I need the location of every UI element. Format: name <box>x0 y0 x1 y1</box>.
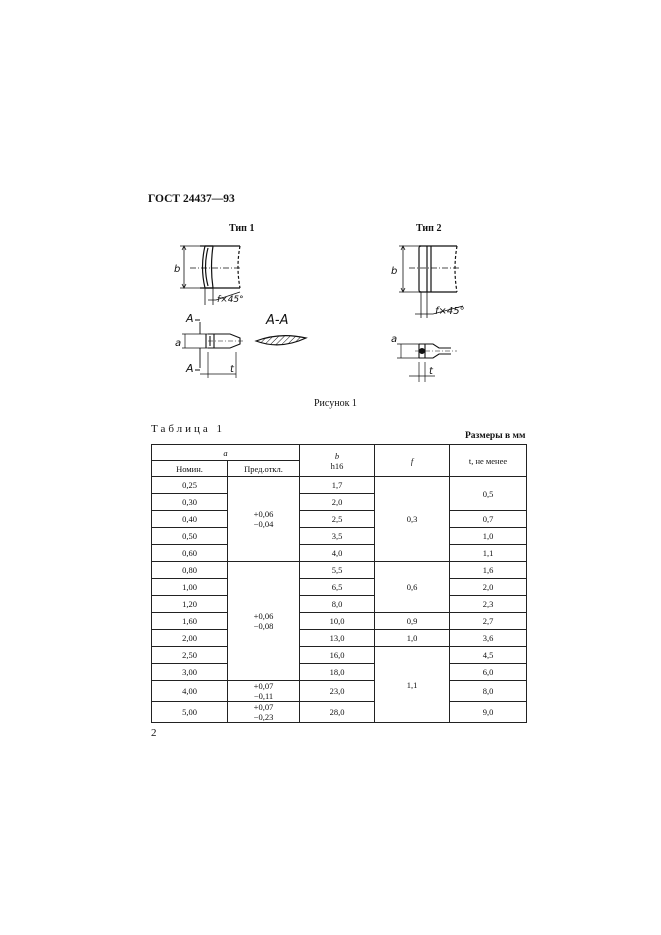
cell-t: 2,7 <box>450 613 527 630</box>
tolerance-lower: −0,11 <box>253 691 274 701</box>
tolerance-upper: +0,07 <box>253 681 274 691</box>
cell-b: 3,5 <box>300 528 375 545</box>
cell-b: 28,0 <box>300 702 375 723</box>
tolerance-upper: +0,06 <box>253 611 274 621</box>
cell-tolerance <box>228 702 300 723</box>
cell-f: 0,3 <box>375 477 450 562</box>
cell-a: 0,30 <box>152 494 228 511</box>
page-number: 2 <box>151 727 157 739</box>
type2-title: Тип 2 <box>416 223 442 234</box>
type2-f-label: f×45° <box>435 306 465 317</box>
cell-b: 1,7 <box>300 477 375 494</box>
type1-a-label: a <box>175 338 182 349</box>
cell-t: 2,0 <box>450 579 527 596</box>
cell-a: 1,60 <box>152 613 228 630</box>
units-note: Размеры в мм <box>465 431 526 441</box>
cell-b: 13,0 <box>300 630 375 647</box>
cell-t: 3,6 <box>450 630 527 647</box>
type1-side-view-drawing <box>170 308 250 380</box>
cell-b: 5,5 <box>300 562 375 579</box>
type1-section-mark-top: A <box>186 312 194 325</box>
type1-f-label: f×45° <box>217 295 244 305</box>
cell-b: 23,0 <box>300 681 375 702</box>
cell-tolerance <box>228 681 300 702</box>
dimensions-table <box>151 444 527 723</box>
type1-section-mark-bottom: A <box>186 362 194 375</box>
cell-f: 0,9 <box>375 613 450 630</box>
cell-a: 1,00 <box>152 579 228 596</box>
cell-b: 2,5 <box>300 511 375 528</box>
cell-a: 0,50 <box>152 528 228 545</box>
cell-b: 2,0 <box>300 494 375 511</box>
type1-section-title: A-A <box>266 313 289 328</box>
tolerance-lower: −0,04 <box>253 519 274 529</box>
cell-t: 0,7 <box>450 511 527 528</box>
cell-t: 6,0 <box>450 664 527 681</box>
figure-caption: Рисунок 1 <box>314 398 357 409</box>
header-nominal: Номин. <box>152 461 228 477</box>
cell-b: 18,0 <box>300 664 375 681</box>
cell-a: 1,20 <box>152 596 228 613</box>
cell-t: 1,6 <box>450 562 527 579</box>
type1-top-view-drawing <box>170 240 260 310</box>
header-tolerance: Пред.откл. <box>228 461 300 477</box>
cell-a: 0,80 <box>152 562 228 579</box>
cell-t: 1,1 <box>450 545 527 562</box>
cell-a: 4,00 <box>152 681 228 702</box>
type1-t-label: t <box>230 364 234 375</box>
cell-t: 0,5 <box>450 477 527 511</box>
header-t: t, не менее <box>450 445 527 477</box>
cell-a: 5,00 <box>152 702 228 723</box>
cell-t: 2,3 <box>450 596 527 613</box>
type2-b-label: b <box>391 266 398 277</box>
cell-t: 8,0 <box>450 681 527 702</box>
type1-section-drawing <box>250 308 320 358</box>
cell-b: 6,5 <box>300 579 375 596</box>
table-caption: Таблица 1 <box>151 423 226 435</box>
cell-a: 3,00 <box>152 664 228 681</box>
tolerance-lower: −0,23 <box>253 712 274 722</box>
header-b-tolerance: h16 <box>330 460 344 471</box>
cell-f: 1,1 <box>375 647 450 723</box>
cell-b: 16,0 <box>300 647 375 664</box>
cell-f: 0,6 <box>375 562 450 613</box>
type1-b-label: b <box>174 264 181 275</box>
tolerance-lower: −0,08 <box>253 621 274 631</box>
header-f: f <box>375 445 450 477</box>
cell-t: 1,0 <box>450 528 527 545</box>
cell-a: 0,25 <box>152 477 228 494</box>
cell-a: 2,00 <box>152 630 228 647</box>
type2-t-label: t <box>429 366 433 377</box>
cell-t: 9,0 <box>450 702 527 723</box>
cell-b: 10,0 <box>300 613 375 630</box>
cell-a: 0,60 <box>152 545 228 562</box>
header-b-symbol: b <box>334 450 340 461</box>
type1-title: Тип 1 <box>229 223 255 234</box>
cell-tolerance <box>228 562 300 681</box>
cell-b: 8,0 <box>300 596 375 613</box>
tolerance-upper: +0,06 <box>253 509 274 519</box>
cell-t: 4,5 <box>450 647 527 664</box>
header-b <box>300 445 375 477</box>
type2-side-view-drawing <box>385 318 460 384</box>
cell-a: 2,50 <box>152 647 228 664</box>
type2-top-view-drawing <box>385 240 480 320</box>
type2-a-label: a <box>391 334 398 345</box>
tolerance-upper: +0,07 <box>253 702 274 712</box>
standard-header: ГОСТ 24437—93 <box>148 193 235 205</box>
cell-b: 4,0 <box>300 545 375 562</box>
cell-tolerance <box>228 477 300 562</box>
cell-a: 0,40 <box>152 511 228 528</box>
cell-f: 1,0 <box>375 630 450 647</box>
header-a: a <box>152 445 300 461</box>
